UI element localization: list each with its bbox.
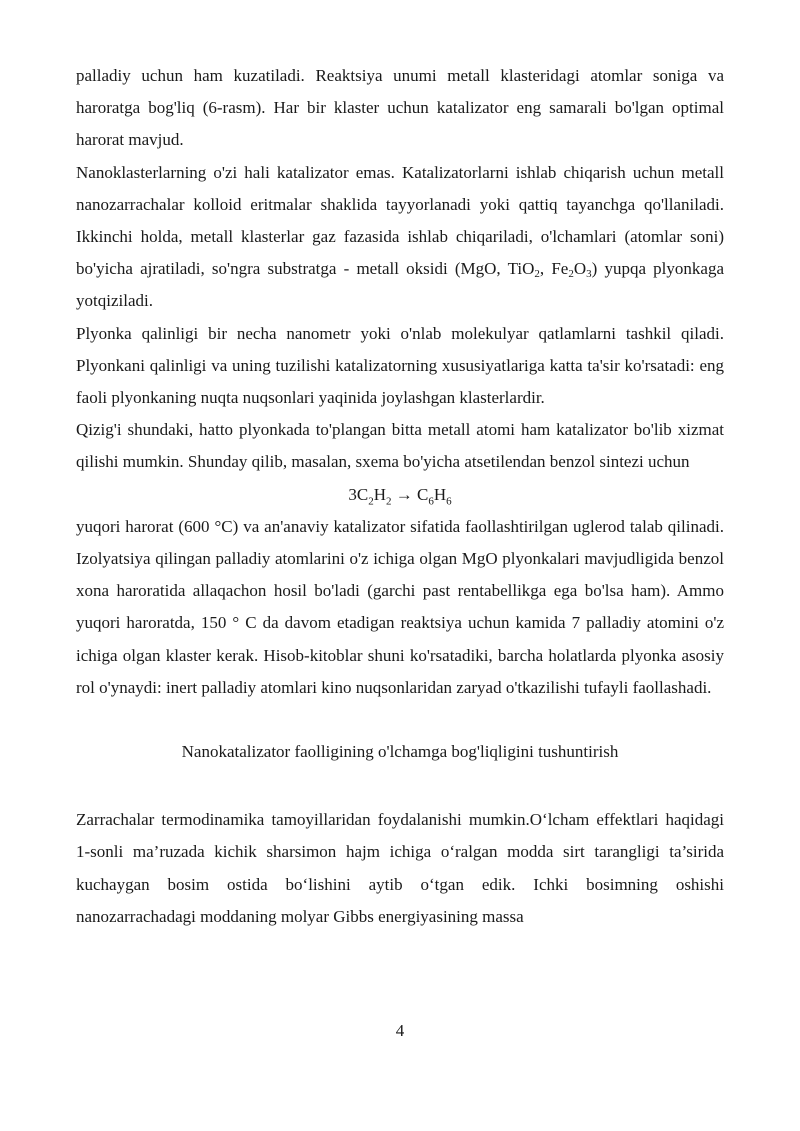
equation-rhs-h: H: [433, 484, 447, 504]
equation-lhs-h: H: [373, 484, 386, 504]
tio2-subscript: 2: [534, 268, 540, 281]
paragraph-nanoclusters-end: ) yupqa plyonkaga yotqiziladi.: [76, 259, 724, 311]
paragraph-nanoclusters: [76, 157, 724, 318]
spacer: [76, 768, 724, 804]
equation-lhs-c-sub: 2: [368, 495, 374, 508]
paragraph-single-atom: Qizig'i shundaki, hatto plyonkada to'plangan bitta metall atomi ham katalizator bo'lib xizmat qilishi mumkin. Shunday qilib, masalan, sxema bo'yicha atsetilendan benzol sintezi uchun: [76, 420, 724, 472]
equation-rhs-c-sub: 6: [428, 495, 434, 508]
equation-rhs-h-sub: 6: [446, 495, 452, 508]
fe2o3-oxygen: O: [573, 259, 587, 279]
section-heading: Nanokatalizator faolligining o'lchamga bog'liqligini tushuntirish: [181, 742, 619, 762]
benzene-synthesis-equation: [76, 479, 724, 511]
paragraph-high-temperature: yuqori harorat (600 °C) va an'anaviy katalizator sifatida faollashtirilgan uglerod talab qilinadi. Izolyatsiya qilingan palladiy atomlarini o'z ichiga olgan MgO plyonkalari mavjudligida benzol xona haroratida allaqachon hosil bo'ladi (garchi past rentabellikga ega bo'lsa ham). Ammo yuqori haroratda, 150 ° C da davom etadigan reaktsiya uchun kamida 7 palladiy atomini o'z ichiga olgan klaster kerak. Hisob-kitoblar shuni ko'rsatadiki, barcha holatlarda plyonka asosiy rol o'ynaydi: inert palladiy atomlari kino nuqsonlaridan zaryad o'tkazilishi tufayli faollashadi.: [76, 516, 724, 697]
paragraph-thermodynamics: Zarrachalar termodinamika tamoyillaridan foydalanishi mumkin.O‘lcham effektlari haqidagi 1-sonli ma’ruzada kichik sharsimon hajm ichiga o‘ralgan modda sirt tarangligi ta’sirida kuchaygan bosim ostida bo‘lishini aytib o‘tgan edik. Ichki bosimning oshishi nanozarrachadagi moddaning molyar Gibbs energiyasining massa: [76, 810, 724, 926]
tio2-formula: [507, 259, 540, 281]
page-number: 4: [395, 1021, 405, 1040]
tio2-base: TiO: [507, 259, 535, 279]
equation-arrow: →: [391, 484, 417, 504]
paragraph-palladium-yield: palladiy uchun ham kuzatiladi. Reaktsiya unumi metall klasteridagi atomlar soniga va haroratga bog'liq (6-rasm). Har bir klaster uchun katalizator eng samarali bo'lgan optimal harorat mavjud.: [76, 66, 724, 150]
fe2o3-subscript-1: 2: [568, 268, 574, 281]
equation-lhs-c: 3C: [348, 484, 369, 504]
fe2o3-subscript-2: 3: [586, 268, 592, 281]
equation-rhs-c: C: [417, 484, 429, 504]
fe2o3-base: , Fe: [539, 259, 569, 279]
equation-lhs-h-sub: 2: [386, 495, 392, 508]
paragraph-nanoclusters-text: Nanoklasterlarning o'zi hali katalizator emas. Katalizatorlarni ishlab chiqarish uchun metall nanozarrachalar kolloid eritmalar shaklida tayyorlanadi yoki qattiq tayanchga qo'llaniladi. Ikkinchi holda, metall klasterlar gaz fazasida ishlab chiqariladi, o'lchamlari (atomlar soni) bo'yicha ajratiladi, so'ngra substratga - metall oksidi (MgO,: [76, 162, 724, 279]
paragraph-film-thickness: Plyonka qalinligi bir necha nanometr yoki o'nlab molekulyar qatlamlarni tashkil qiladi. Plyonkani qalinligi va uning tuzilishi katalizatorning xususiyatlariga katta ta'sir ko'rsatadi: eng faoli plyonkaning nuqta nuqsonlari yaqinida joylashgan klasterlardir.: [76, 323, 724, 408]
spacer: [76, 704, 724, 736]
